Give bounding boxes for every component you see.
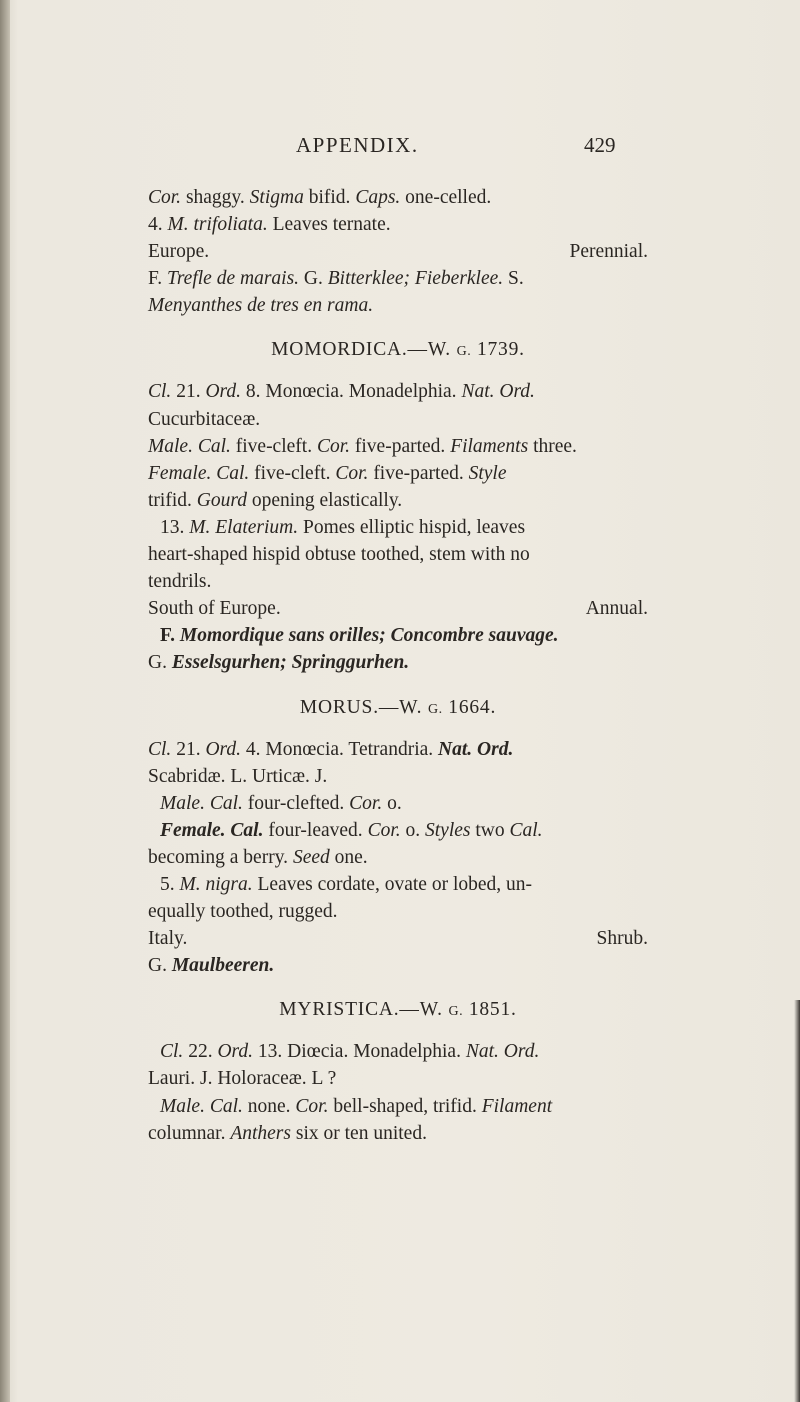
page-spine-shadow <box>0 0 10 1402</box>
text-line: G. Maulbeeren. <box>148 955 275 977</box>
text-line: trifid. Gourd opening elastically. <box>148 489 403 511</box>
text-line: F. Momordique sans orilles; Concombre sauvage. <box>160 625 559 647</box>
text-line: South of Europe. Annual. <box>148 598 648 620</box>
running-head: APPENDIX. <box>296 133 419 157</box>
page-body <box>148 184 648 1147</box>
text-line: Male. Cal. none. Cor. bell-shaped, trifid. Filament <box>160 1095 553 1117</box>
text-line: equally toothed, rugged. <box>148 901 338 923</box>
text-line: 5. M. nigra. Leaves cordate, ovate or lobed, un- <box>160 873 533 895</box>
text-line: Cl. 21. Ord. 4. Monœcia. Tetrandria. Nat. Ord. <box>148 738 514 760</box>
text-line: Female. Cal. five-cleft. Cor. five-parted. Style <box>148 462 507 484</box>
genus-heading-myristica: MYRISTICA.—W. G. 1851. <box>279 999 517 1021</box>
text-line: heart-shaped hispid obtuse toothed, stem with no <box>148 544 530 566</box>
text-line: G. Esselsgurhen; Springgurhen. <box>148 652 410 674</box>
text-line: F. Trefle de marais. G. Bitterklee; Fieberklee. S. <box>148 268 524 290</box>
genus-heading-momordica: MOMORDICA.—W. G. 1739. <box>271 339 525 361</box>
text-line: tendrils. <box>148 571 212 593</box>
text-line: Cl. 21. Ord. 8. Monœcia. Monadelphia. Nat. Ord. <box>148 381 535 403</box>
text-line: Male. Cal. five-cleft. Cor. five-parted. Filaments three. <box>148 435 577 457</box>
text-line: Scabridæ. L. Urticæ. J. <box>148 765 328 787</box>
text-line: Cucurbitaceæ. <box>148 408 261 430</box>
page-edge-shadow <box>794 1000 800 1402</box>
text-line: Europe. Perennial. <box>148 241 648 263</box>
text-line: 13. M. Elaterium. Pomes elliptic hispid, leaves <box>160 516 526 538</box>
text-line: Italy. Shrub. <box>148 928 648 950</box>
text-line: columnar. Anthers six or ten united. <box>148 1122 427 1144</box>
text-line: Lauri. J. Holoraceæ. L ? <box>148 1068 337 1090</box>
page-header <box>0 133 800 163</box>
text-line: 4. M. trifoliata. Leaves ternate. <box>148 214 391 236</box>
text-line: Menyanthes de tres en rama. <box>148 295 374 317</box>
page-number: 429 <box>584 133 616 157</box>
text-line: Cor. shaggy. Stigma bifid. Caps. one-celled. <box>148 187 492 208</box>
text-line: becoming a berry. Seed one. <box>148 846 368 868</box>
text-line: Female. Cal. four-leaved. Cor. o. Styles two Cal. <box>160 819 543 841</box>
text-line: Male. Cal. four-clefted. Cor. o. <box>160 792 402 814</box>
genus-heading-morus: MORUS.—W. G. 1664. <box>299 696 497 718</box>
text-line: Cl. 22. Ord. 13. Diœcia. Monadelphia. Nat. Ord. <box>160 1041 540 1063</box>
